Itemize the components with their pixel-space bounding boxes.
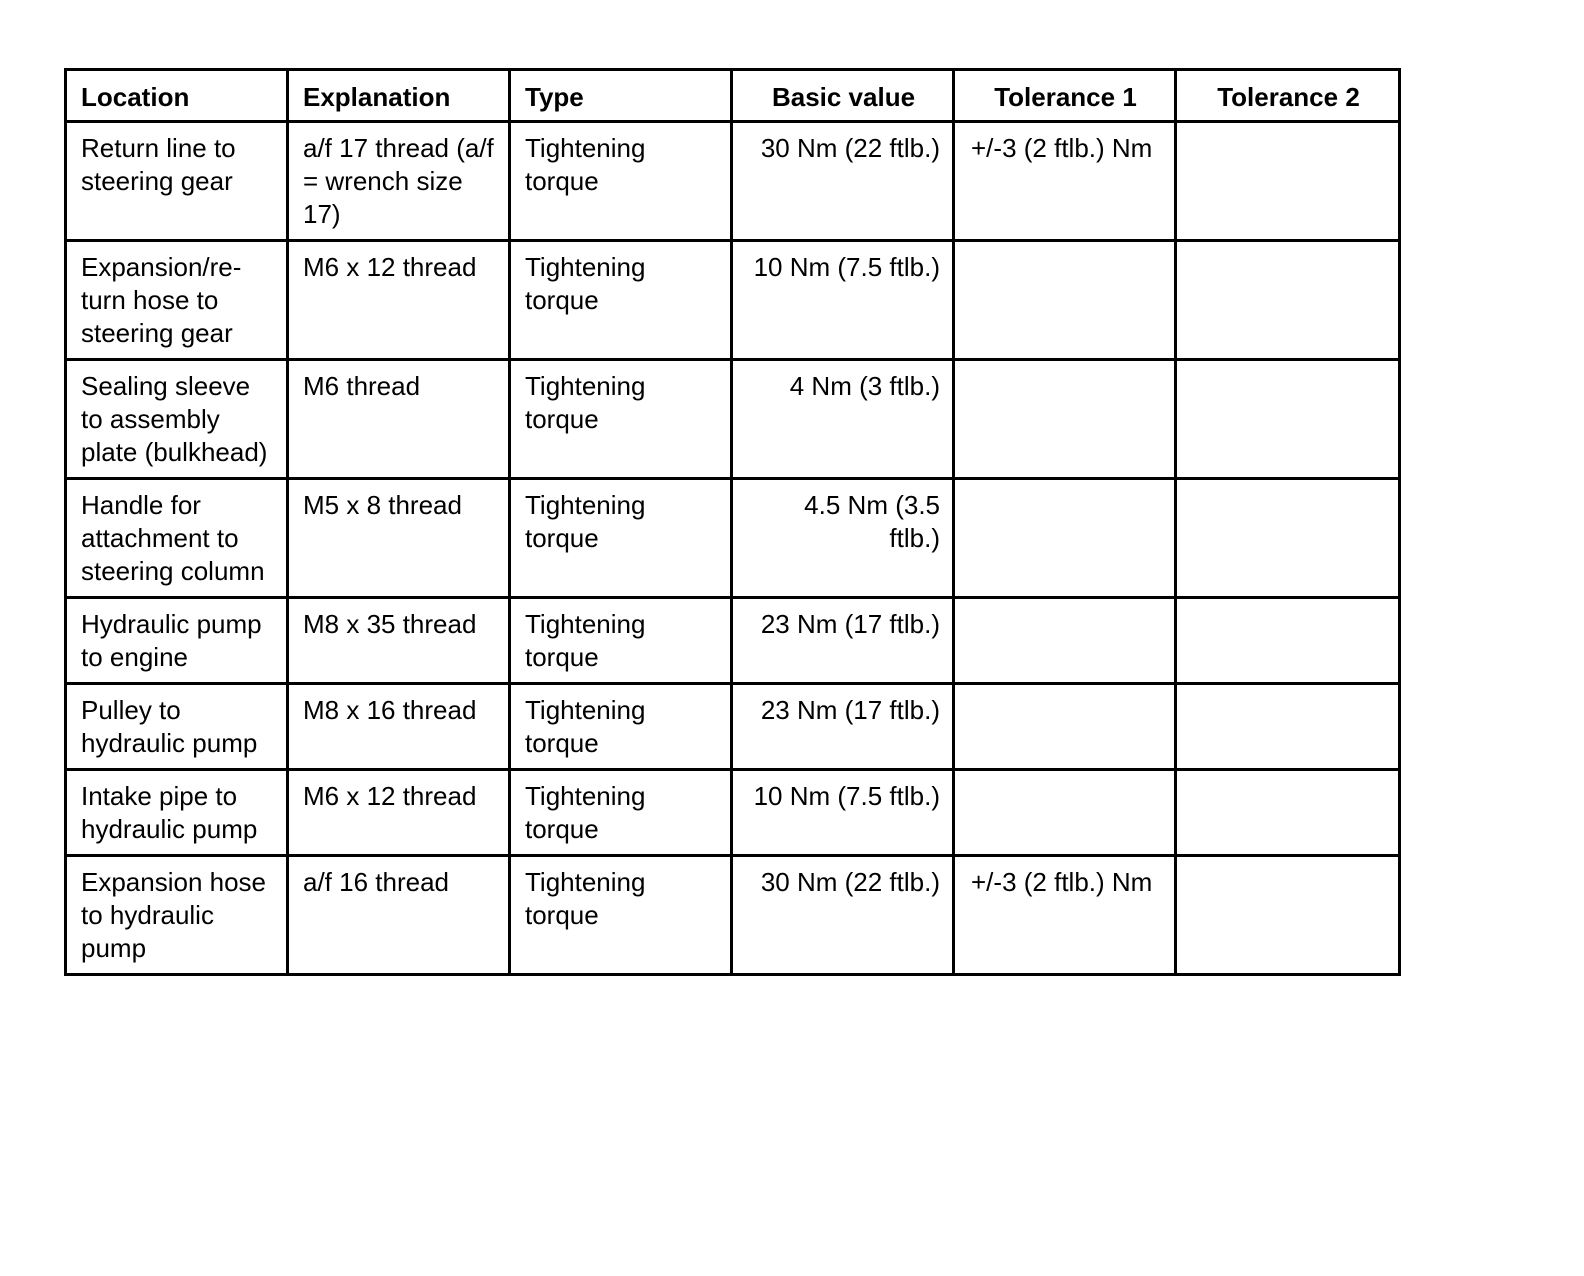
cell-basic-value: 10 Nm (7.5 ftlb.) bbox=[732, 241, 954, 360]
cell-type: Tightening torque bbox=[510, 241, 732, 360]
cell-location: Return line to steering gear bbox=[66, 122, 288, 241]
cell-type: Tightening torque bbox=[510, 770, 732, 856]
cell-location: Handle for attachment to steering column bbox=[66, 479, 288, 598]
table-header-row bbox=[66, 70, 1400, 122]
header-basic-value: Basic value bbox=[732, 70, 954, 122]
cell-location: Pulley to hydraulic pump bbox=[66, 684, 288, 770]
cell-basic-value: 4 Nm (3 ftlb.) bbox=[732, 360, 954, 479]
cell-tolerance-1 bbox=[954, 479, 1176, 598]
cell-type: Tightening torque bbox=[510, 122, 732, 241]
table-row bbox=[66, 770, 1400, 856]
cell-type: Tightening torque bbox=[510, 479, 732, 598]
cell-explanation: M8 x 16 thread bbox=[288, 684, 510, 770]
cell-location: Expansion hose to hydraulic pump bbox=[66, 856, 288, 975]
cell-tolerance-1 bbox=[954, 770, 1176, 856]
cell-tolerance-2 bbox=[1176, 684, 1400, 770]
cell-explanation: M8 x 35 thread bbox=[288, 598, 510, 684]
cell-tolerance-2 bbox=[1176, 479, 1400, 598]
cell-type: Tightening torque bbox=[510, 598, 732, 684]
cell-location: Expansion/re-turn hose to steering gear bbox=[66, 241, 288, 360]
cell-explanation: a/f 17 thread (a/f = wrench size 17) bbox=[288, 122, 510, 241]
cell-explanation: M5 x 8 thread bbox=[288, 479, 510, 598]
cell-tolerance-2 bbox=[1176, 856, 1400, 975]
cell-type: Tightening torque bbox=[510, 360, 732, 479]
cell-tolerance-1 bbox=[954, 241, 1176, 360]
table-row bbox=[66, 241, 1400, 360]
cell-tolerance-1: +/-3 (2 ftlb.) Nm bbox=[954, 122, 1176, 241]
cell-tolerance-2 bbox=[1176, 360, 1400, 479]
cell-basic-value: 23 Nm (17 ftlb.) bbox=[732, 684, 954, 770]
cell-basic-value: 10 Nm (7.5 ftlb.) bbox=[732, 770, 954, 856]
table-row bbox=[66, 360, 1400, 479]
cell-basic-value: 4.5 Nm (3.5 ftlb.) bbox=[732, 479, 954, 598]
header-explanation: Explanation bbox=[288, 70, 510, 122]
cell-location: Sealing sleeve to assembly plate (bulkhead) bbox=[66, 360, 288, 479]
cell-explanation: a/f 16 thread bbox=[288, 856, 510, 975]
cell-tolerance-1 bbox=[954, 598, 1176, 684]
cell-type: Tightening torque bbox=[510, 684, 732, 770]
header-tolerance-2: Tolerance 2 bbox=[1176, 70, 1400, 122]
cell-tolerance-1 bbox=[954, 684, 1176, 770]
header-location: Location bbox=[66, 70, 288, 122]
table-row bbox=[66, 684, 1400, 770]
table-row bbox=[66, 479, 1400, 598]
cell-explanation: M6 x 12 thread bbox=[288, 770, 510, 856]
cell-location: Hydraulic pump to engine bbox=[66, 598, 288, 684]
cell-tolerance-2 bbox=[1176, 241, 1400, 360]
cell-tolerance-2 bbox=[1176, 122, 1400, 241]
cell-explanation: M6 x 12 thread bbox=[288, 241, 510, 360]
table-row bbox=[66, 856, 1400, 975]
cell-type: Tightening torque bbox=[510, 856, 732, 975]
table-row bbox=[66, 598, 1400, 684]
header-type: Type bbox=[510, 70, 732, 122]
cell-tolerance-1: +/-3 (2 ftlb.) Nm bbox=[954, 856, 1176, 975]
table-row bbox=[66, 122, 1400, 241]
cell-tolerance-2 bbox=[1176, 770, 1400, 856]
cell-basic-value: 30 Nm (22 ftlb.) bbox=[732, 856, 954, 975]
header-tolerance-1: Tolerance 1 bbox=[954, 70, 1176, 122]
cell-tolerance-2 bbox=[1176, 598, 1400, 684]
cell-location: Intake pipe to hydraulic pump bbox=[66, 770, 288, 856]
cell-explanation: M6 thread bbox=[288, 360, 510, 479]
cell-basic-value: 23 Nm (17 ftlb.) bbox=[732, 598, 954, 684]
cell-tolerance-1 bbox=[954, 360, 1176, 479]
cell-basic-value: 30 Nm (22 ftlb.) bbox=[732, 122, 954, 241]
torque-spec-table bbox=[64, 68, 1401, 976]
